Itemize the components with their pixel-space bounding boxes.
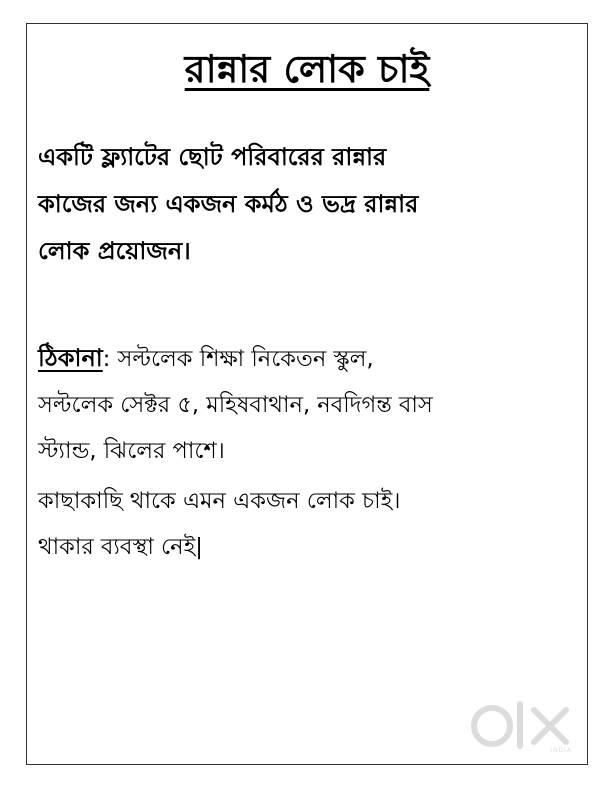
address-line-1 bbox=[38, 335, 578, 382]
address-line-3: স্ট্যান্ড, ঝিলের পাশে। bbox=[38, 438, 225, 464]
intro-line-2: কাজের জন্য একজন কর্মঠ ও ভদ্র রান্নার bbox=[38, 190, 419, 218]
address-line-2: সল্টলেক সেক্টর ৫, মহিষবাথান, নবদিগন্ত বাস bbox=[38, 392, 433, 418]
olx-watermark-logo bbox=[468, 698, 582, 758]
address-label: ঠিকানা bbox=[38, 344, 103, 372]
page-title: রান্নার লোক চাই bbox=[184, 47, 430, 91]
address-block bbox=[38, 335, 578, 474]
intro-line-3: লোক প্রয়োজন। bbox=[38, 237, 191, 265]
address-line-1-text: : সল্টলেক শিক্ষা নিকেতন স্কুল, bbox=[102, 346, 374, 372]
note-line-1: কাছাকাছি থাকে এমন একজন লোক চাই। bbox=[38, 488, 401, 514]
intro-line-1: একটি ফ্ল্যাটের ছোট পরিবারের রান্নার bbox=[38, 143, 387, 171]
olx-watermark-sub: INDIA bbox=[550, 747, 572, 754]
note-block bbox=[38, 478, 578, 570]
note-line-2: থাকার ব্যবস্থা নেই| bbox=[38, 534, 203, 560]
intro-paragraph bbox=[38, 134, 578, 275]
